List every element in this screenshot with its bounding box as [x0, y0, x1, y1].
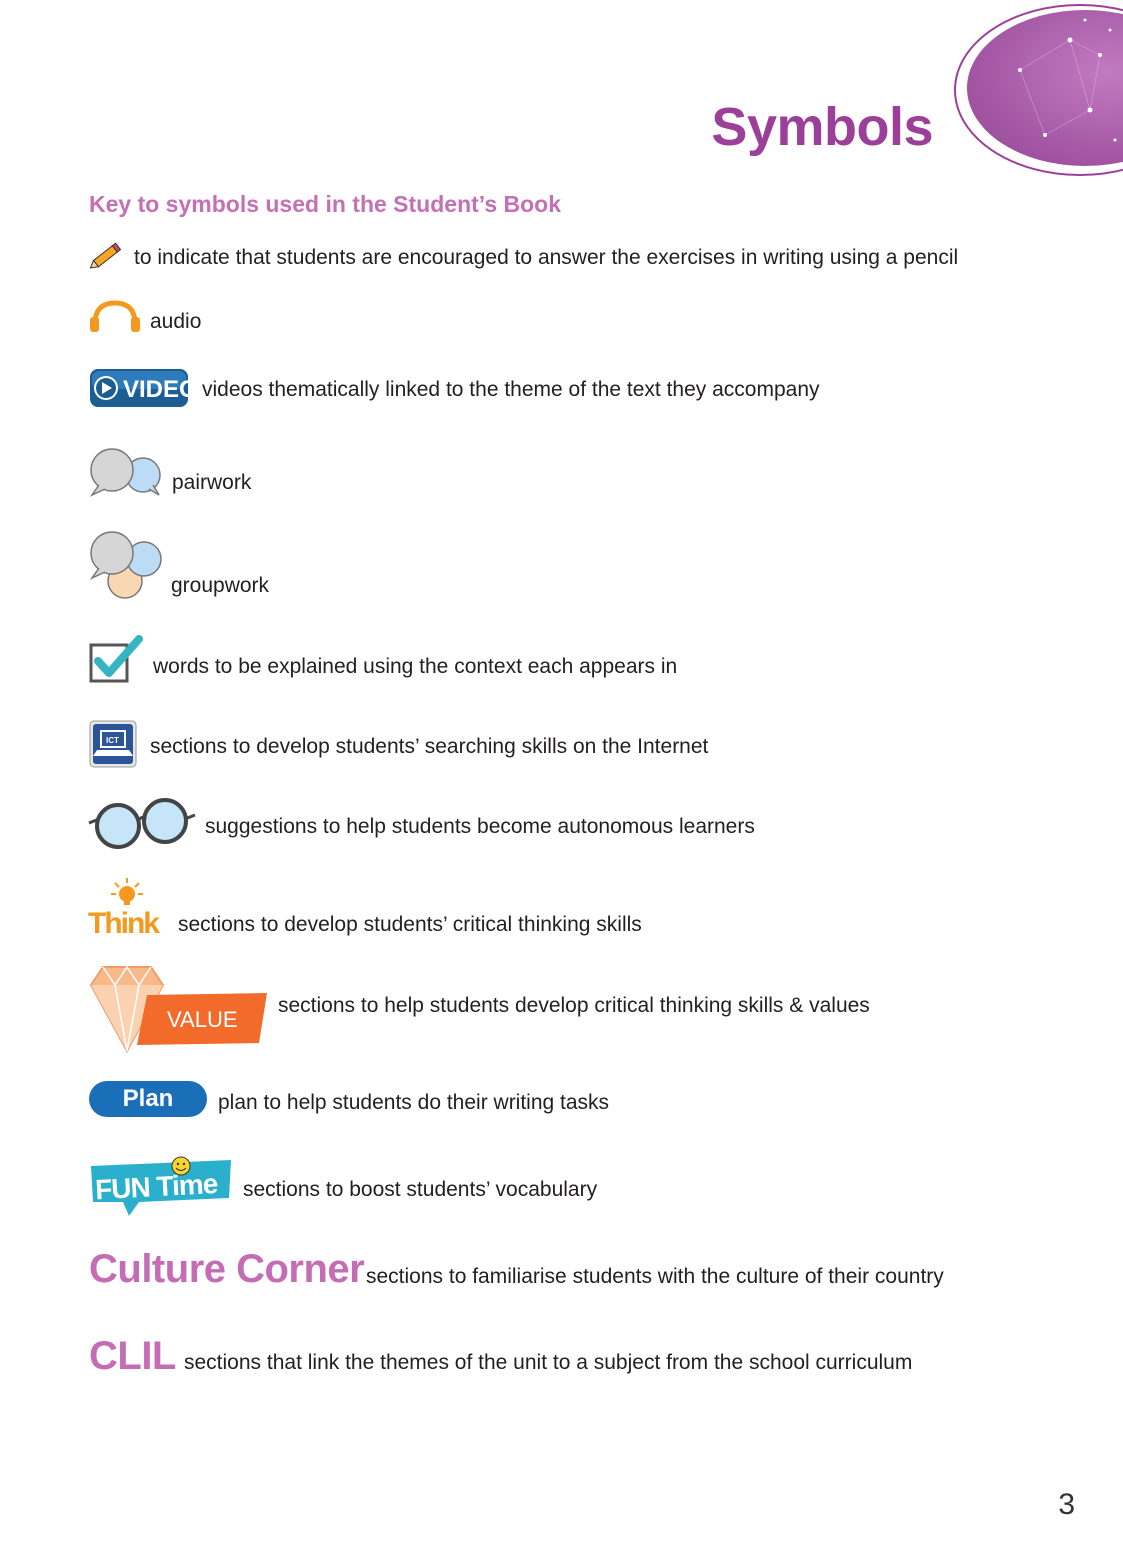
funtime-badge-label: FUN Time: [94, 1167, 219, 1206]
diamond-value-icon: [89, 963, 269, 1053]
page-number: 3: [1058, 1488, 1075, 1521]
glasses-icon: [89, 797, 195, 851]
video-badge-icon: [89, 368, 198, 408]
pencil-icon: [89, 238, 125, 272]
audio-description: audio: [150, 310, 202, 333]
video-badge-label: VIDEO: [123, 376, 198, 403]
clil-label: CLIL: [89, 1334, 176, 1378]
plan-pill-icon: Plan: [89, 1081, 207, 1117]
pairwork-description: pairwork: [172, 471, 252, 494]
think-lightbulb-icon: [88, 876, 171, 940]
words-description: words to be explained using the context each appears in: [153, 655, 678, 678]
think-badge-label: Think: [88, 907, 158, 940]
speech-bubbles-group-icon: [89, 531, 165, 603]
pencil-description: to indicate that students are encouraged to answer the exercises in writing using a pencil: [134, 246, 959, 269]
clil-description: sections that link the themes of the unit to a subject from the school curriculum: [184, 1351, 913, 1374]
headphones-icon: [89, 300, 141, 334]
fun-time-icon: [89, 1154, 235, 1218]
ict-badge-label: ICT: [106, 736, 119, 745]
funtime-description: sections to boost students’ vocabulary: [243, 1178, 598, 1201]
ict-laptop-icon: [89, 720, 137, 768]
culture-corner-label: Culture Corner: [89, 1247, 365, 1291]
section-subtitle: Key to symbols used in the Student’s Book: [89, 191, 561, 217]
ict-description: sections to develop students’ searching skills on the Internet: [150, 735, 709, 758]
video-description: videos thematically linked to the theme of the text they accompany: [202, 378, 820, 401]
glasses-description: suggestions to help students become autonomous learners: [205, 815, 755, 838]
plan-description: plan to help students do their writing tasks: [218, 1091, 610, 1114]
value-description: sections to help students develop critical thinking skills & values: [278, 994, 870, 1017]
think-description: sections to develop students’ critical thinking skills: [178, 913, 642, 936]
groupwork-description: groupwork: [171, 574, 270, 597]
checkbox-tick-icon: [89, 635, 145, 683]
corner-decoration: [950, 0, 1123, 180]
culture-description: sections to familiarise students with the culture of their country: [366, 1265, 944, 1288]
page-title: Symbols: [711, 97, 933, 157]
value-badge-label: VALUE: [167, 1007, 238, 1032]
speech-bubbles-pair-icon: [89, 447, 165, 499]
